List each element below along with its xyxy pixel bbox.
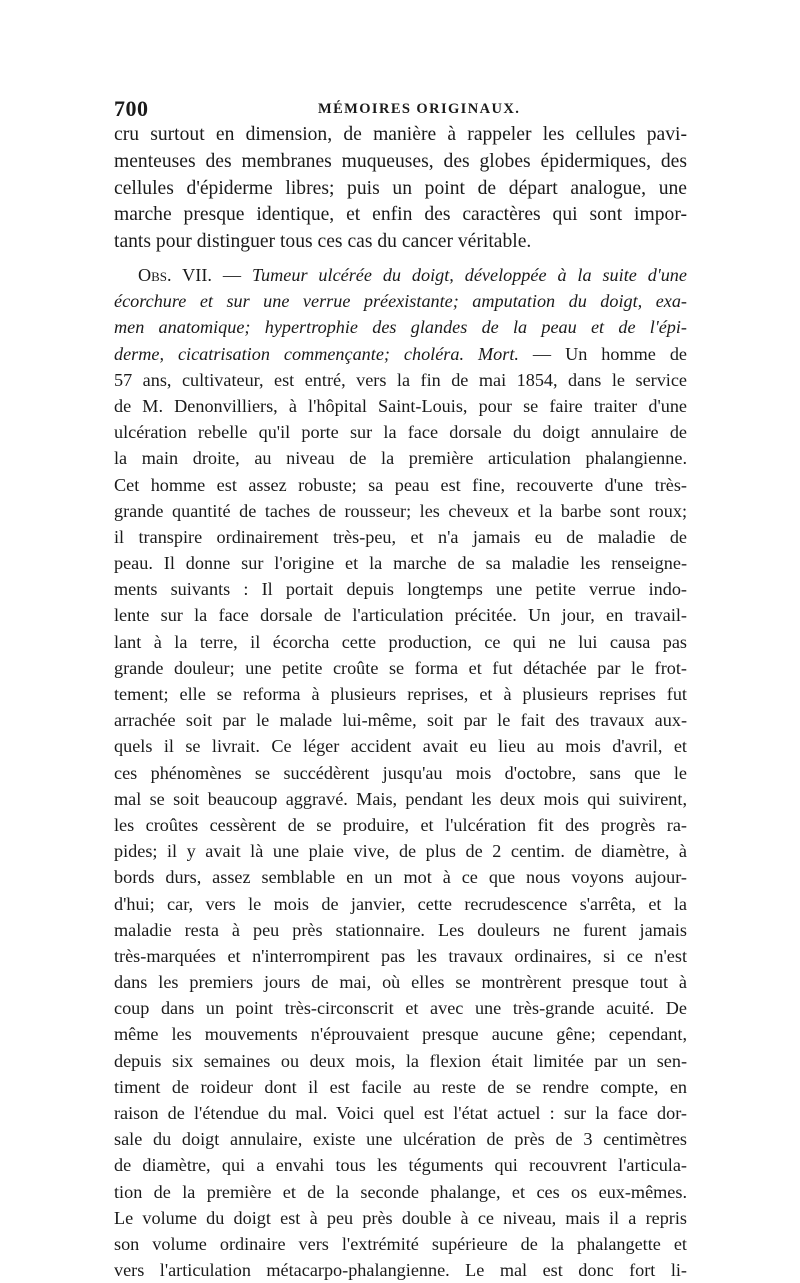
page-number: 700 — [114, 96, 149, 121]
intro-paragraph — [114, 122, 687, 256]
text-line: quels il se livrait. Ce léger accident avait eu lieu au mois d'avril, et — [114, 736, 687, 757]
text-line: menteuses des membranes muqueuses, des globes épidermiques, des — [114, 150, 687, 172]
text-line: tement; elle se reforma à plusieurs reprises, et à plusieurs reprises fut — [114, 684, 687, 704]
text-line: lente sur la face dorsale de l'articulation précitée. Un jour, en travail- — [114, 605, 687, 626]
text-line: sale du doigt annulaire, existe une ulcération de près de 3 centimètres — [114, 1129, 687, 1150]
text-line: vers l'articulation métacarpo-phalangienne. Le mal est donc fort li- — [114, 1260, 687, 1281]
text-line: mal se soit beaucoup aggravé. Mais, pendant les deux mois qui suivirent, — [114, 788, 687, 809]
text-line: bords durs, assez semblable en un mot à ce que nous voyons aujour- — [114, 867, 687, 888]
text-line: ments suivants : Il portait depuis longtemps une petite verrue indo- — [114, 579, 687, 600]
text-line: timent de roideur dont il est facile au reste de se rendre compte, en — [114, 1076, 687, 1097]
text-line: dans les premiers jours de mai, où elles se montrèrent presque tout à — [114, 972, 687, 993]
observation-title-line: écorchure et sur une verrue préexistante; amputation du doigt, exa- — [114, 291, 687, 312]
text-line: cellules d'épiderme libres; puis un point de départ analogue, une — [114, 177, 687, 199]
text-line: ces phénomènes se succédèrent jusqu'au mois d'octobre, sans que le — [114, 762, 687, 783]
text-line: même les mouvements n'éprouvaient presque aucune gêne; cependant, — [114, 1024, 687, 1045]
text-line: 57 ans, cultivateur, est entré, vers la fin de mai 1854, dans le service — [114, 369, 687, 390]
text-line: la main droite, au niveau de la première articulation phalangienne. — [114, 448, 687, 469]
text-line: d'hui; car, vers le mois de janvier, cette recrudescence s'arrêta, et la — [114, 893, 687, 914]
text-line: tants pour distinguer tous ces cas du cancer véritable. — [114, 231, 532, 253]
text-line: marche presque identique, et enfin des caractères qui sont impor- — [114, 204, 687, 226]
observation-title-line — [114, 341, 687, 367]
text-line: coup dans un point très-circonscrit et avec une très-grande acuité. De — [114, 998, 687, 1019]
observation-title-end: — Un homme de — [518, 343, 687, 364]
text-line: maladie resta à peu près stationnaire. Les douleurs ne furent jamais — [114, 919, 687, 940]
observation-title-line: men anatomique; hypertrophie des glandes de la peau et de l'épi- — [114, 317, 687, 338]
text-line: de M. Denonvilliers, à l'hôpital Saint-Louis, pour se faire traiter d'une — [114, 395, 687, 416]
text-line: il transpire ordinairement très-peu, et n'a jamais eu de maladie de — [114, 526, 687, 547]
observation-title-part: Tumeur ulcérée du doigt, développée à la suite d'une — [251, 265, 687, 285]
text-line: tion de la première et de la seconde phalange, et ces os eux-mêmes. — [114, 1181, 687, 1202]
observation-paragraph — [114, 262, 687, 1283]
text-line: Le volume du doigt est à peu près double à ce niveau, mais il a repris — [114, 1207, 687, 1228]
text-line: raison de l'étendue du mal. Voici quel est l'état actuel : sur la face dor- — [114, 1103, 687, 1123]
text-line: son volume ordinaire vers l'extrémité supérieure de la phalangette et — [114, 1233, 687, 1254]
text-line: les croûtes cessèrent de se produire, et l'ulcération fit des progrès ra- — [114, 814, 687, 835]
text-line: ulcération rebelle qu'il porte sur la face dorsale du doigt annulaire de — [114, 422, 687, 443]
observation-label: Obs. VII. — — [138, 265, 252, 285]
text-line: lant à la terre, il écorcha cette production, ce qui ne lui causa pas — [114, 631, 687, 652]
text-line: depuis six semaines ou deux mois, la flexion était limitée par un sen- — [114, 1050, 687, 1071]
text-line: cru surtout en dimension, de manière à rappeler les cellules pavi- — [114, 124, 687, 145]
observation-title-part: derme, cicatrisation commençante; choléra. Mort. — [114, 343, 519, 364]
running-title: MÉMOIRES ORIGINAUX. — [318, 101, 521, 117]
text-line: grande douleur; une petite croûte se forma et fut détachée par le frot- — [114, 657, 687, 678]
text-line: grande quantité de taches de rousseur; les cheveux et la barbe sont roux; — [114, 500, 687, 521]
text-line: de diamètre, qui a envahi tous les téguments qui recouvrent l'articula- — [114, 1155, 687, 1176]
text-line: arrachée soit par le malade lui-même, soit par le fait des travaux aux- — [114, 710, 687, 731]
text-line: pides; il y avait là une plaie vive, de plus de 2 centim. de diamètre, à — [114, 841, 687, 862]
observation-title-line — [114, 262, 687, 288]
text-line: très-marquées et n'interrompirent pas les travaux ordinaires, si ce n'est — [114, 945, 687, 966]
text-line: peau. Il donne sur l'origine et la marche de sa maladie les renseigne- — [114, 553, 687, 574]
text-line: Cet homme est assez robuste; sa peau est fine, recouverte d'une très- — [114, 474, 687, 495]
